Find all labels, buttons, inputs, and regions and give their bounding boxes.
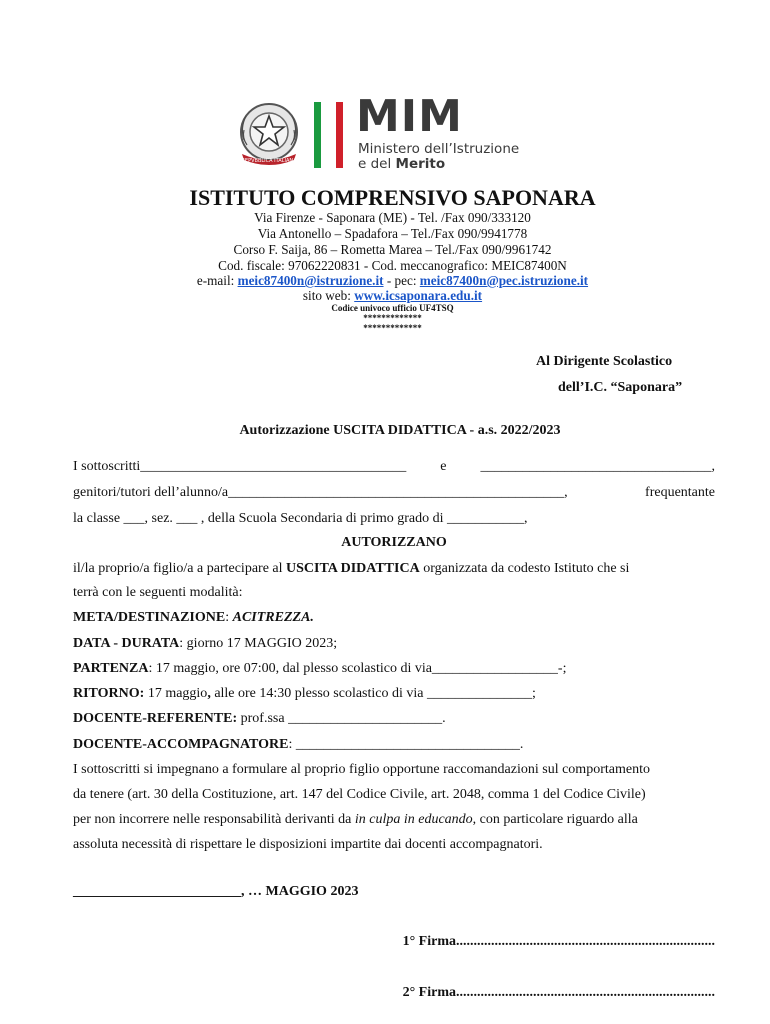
parents-line <box>73 458 715 476</box>
address-line-3: Corso F. Saija, 86 – Rometta Marea – Tel./Fax 090/9961742 <box>233 242 552 257</box>
ritorno-comma: , <box>207 686 211 701</box>
partenza <box>73 660 715 678</box>
accompagnatore-value[interactable]: : ________________________________. <box>288 737 524 752</box>
ritorno-label: RITORNO: <box>73 686 145 701</box>
conjunction: e <box>440 459 447 474</box>
pec-prefix: - pec: <box>383 273 420 288</box>
date-place-line[interactable]: ________________________, … MAGGIO 2023 <box>73 884 359 899</box>
docente-referente <box>73 710 715 728</box>
mim-logo-subtitle <box>358 142 519 172</box>
ritorno-value-a: 17 maggio <box>144 686 208 701</box>
data-label: DATA - DURATA <box>73 636 180 651</box>
mim-line-2 <box>358 157 519 172</box>
recipient-line-2: dell’I.C. “Saponara” <box>558 380 683 395</box>
parents-name-field[interactable]: I sottoscritti______________________________________ <box>73 459 407 474</box>
partenza-label: PARTENZA <box>73 661 149 676</box>
signature-1[interactable]: 1° Firma.......................................................................... <box>402 934 715 949</box>
contact-emails <box>0 273 770 288</box>
student-line <box>73 484 715 502</box>
autorizzano-heading: AUTORIZZANO <box>341 535 447 550</box>
uscita-didattica-label: USCITA DIDATTICA <box>286 561 420 576</box>
authorization-sentence <box>73 560 715 578</box>
paragraph-line-1: I sottoscritti si impegnano a formulare al proprio figlio opportune raccomandazioni sul comportamento <box>73 762 650 777</box>
signature-2[interactable]: 2° Firma.......................................................................... <box>402 985 715 1000</box>
mim-line-1: Ministero dell’Istruzione <box>358 141 520 157</box>
referente-value[interactable]: prof.ssa ______________________. <box>237 711 446 726</box>
frequentante-word: frequentante <box>645 485 715 500</box>
document-title: Autorizzazione USCITA DIDATTICA - a.s. 2022/2023 <box>239 423 561 438</box>
website-prefix: sito web: <box>302 288 355 303</box>
data-value: : giorno 17 MAGGIO 2023; <box>179 636 338 651</box>
meta-label: META/DESTINAZIONE <box>73 610 226 625</box>
data-durata <box>73 635 715 653</box>
referente-label: DOCENTE-REFERENTE: <box>73 711 238 726</box>
paragraph-line-3 <box>73 811 715 829</box>
school-name: ISTITUTO COMPRENSIVO SAPONARA <box>189 185 596 210</box>
paragraph-line-4: assoluta necessità di rispettare le disposizioni impartite dai docenti accompagnatori. <box>73 837 543 852</box>
email-prefix: e-mail: <box>196 273 238 288</box>
italian-flag <box>314 102 343 168</box>
class-line[interactable]: la classe ___, sez. ___ , della Scuola Secondaria di primo grado di ___________, <box>73 511 528 526</box>
ritorno-value-c[interactable]: alle ore 14:30 plesso scolastico di via _______________; <box>210 686 536 701</box>
website-line <box>0 288 770 303</box>
paragraph-line-2: da tenere (art. 30 della Costituzione, art. 147 del Codice Civile, art. 2048, comma 1 del Codice Civile) <box>73 787 646 802</box>
address-line-1: Via Firenze - Saponara (ME) - Tel. /Fax 090/333120 <box>254 210 531 225</box>
office-code: Codice univoco ufficio UF4TSQ <box>331 303 454 313</box>
modalita-line: terrà con le seguenti modalità: <box>73 585 243 600</box>
recipient-line-1: Al Dirigente Scolastico <box>536 354 673 369</box>
docente-accompagnatore <box>73 736 715 754</box>
meta-value: ACITREZZA. <box>232 610 314 625</box>
parents-name-field-2[interactable]: _________________________________, <box>480 459 715 474</box>
partenza-value[interactable]: : 17 maggio, ore 07:00, dal plesso scolastico di via__________________-; <box>148 661 567 676</box>
italian-republic-emblem-icon <box>236 100 302 168</box>
svg-text:REPVBBLICA ITALIANA: REPVBBLICA ITALIANA <box>241 158 297 164</box>
flag-white-stripe <box>325 102 332 168</box>
address-line-2: Via Antonello – Spadafora – Tel./Fax 090/9941778 <box>257 226 528 241</box>
meta-destinazione: META/DESTINAZIONE: ACITREZZA. <box>73 610 314 625</box>
authorization-text-c: organizzata da codesto Istituto che si <box>419 561 630 576</box>
student-name-field[interactable]: genitori/tutori dell’alunno/a________________________________________________, <box>73 485 568 500</box>
authorization-text-a: il/la proprio/a figlio/a a partecipare al <box>73 561 287 576</box>
mim-line-2-bold: Merito <box>395 156 446 172</box>
paragraph-3-c: , con particolare riguardo alla <box>472 812 638 827</box>
flag-green-stripe <box>314 102 321 168</box>
school-codes: Cod. fiscale: 97062220831 - Cod. meccanografico: MEIC87400N <box>218 258 567 273</box>
mim-logo-title: MIM <box>356 91 463 142</box>
paragraph-3-italic: in culpa in educando <box>354 812 473 827</box>
flag-red-stripe <box>336 102 343 168</box>
ritorno <box>73 685 715 703</box>
pec-link[interactable]: meic87400n@pec.istruzione.it <box>419 273 589 288</box>
separator-stars-1: ************* <box>363 313 422 323</box>
paragraph-3-a: per non incorrere nelle responsabilità derivanti da <box>73 812 355 827</box>
email-link[interactable]: meic87400n@istruzione.it <box>237 273 384 288</box>
mim-line-2-prefix: e del <box>358 156 396 172</box>
separator-stars-2: ************* <box>363 323 422 333</box>
header-logos <box>0 91 770 180</box>
website-link[interactable]: www.icsaponara.edu.it <box>354 288 483 303</box>
accompagnatore-label: DOCENTE-ACCOMPAGNATORE <box>73 737 289 752</box>
